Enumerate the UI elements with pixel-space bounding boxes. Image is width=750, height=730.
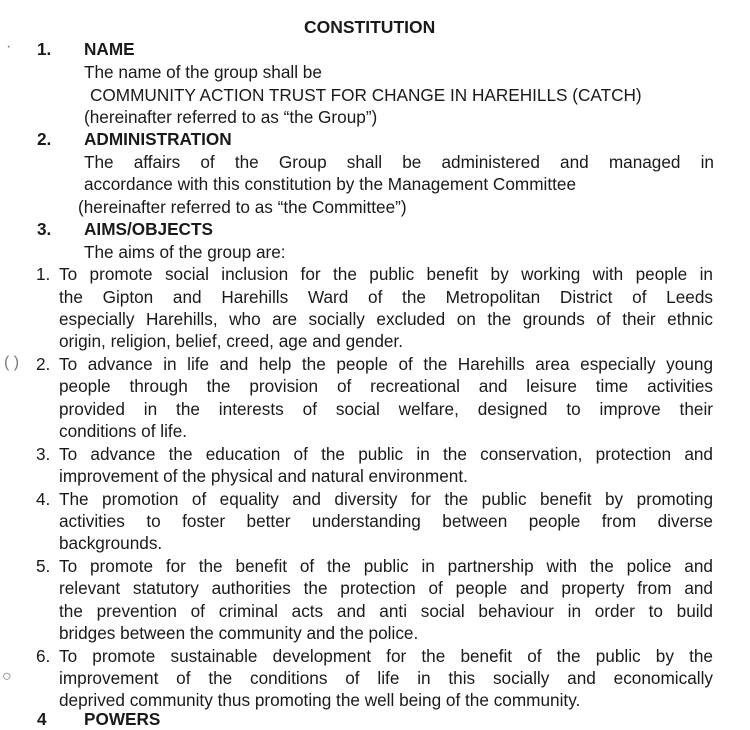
aim-line: origin, religion, belief, creed, age and gender. (59, 331, 403, 351)
section-2-line: The affairs of the Group shall be administered and managed in (84, 152, 714, 172)
aim-line: To promote social inclusion for the public benefit by working with people in (59, 264, 713, 284)
aim-line: To promote for the benefit of the public in partnership with the police and (59, 556, 713, 576)
aim-line: conditions of life. (59, 421, 188, 441)
aim-number: 6. (36, 646, 51, 666)
punch-hole-mark: ○ (2, 668, 12, 685)
section-2-heading: ADMINISTRATION (84, 129, 232, 149)
aim-line: improvement of the physical and natural environment. (59, 466, 468, 486)
aim-line: bridges between the community and the police. (59, 623, 419, 643)
section-1-line: COMMUNITY ACTION TRUST FOR CHANGE IN HAREHILLS (CATCH) (90, 85, 642, 105)
aim-number: 4. (36, 489, 51, 509)
aim-line: the Gipton and Harehills Ward of the Metropolitan District of Leeds (59, 287, 713, 307)
aim-line: deprived community thus promoting the well being of the community. (59, 690, 581, 710)
aim-line: To advance the education of the public in the conservation, protection and (59, 444, 713, 464)
aim-number: 3. (36, 444, 51, 464)
section-4-heading: POWERS (84, 709, 161, 729)
section-1-line: The name of the group shall be (84, 62, 322, 82)
aim-line: activities to foster better understanding between people from diverse (59, 511, 713, 531)
aim-number: 1. (36, 264, 51, 284)
aim-line: To advance in life and help the people of the Harehills area especially young (59, 354, 713, 374)
aim-line: provided in the interests of social welfare, designed to improve their (59, 399, 713, 419)
section-1-line: (hereinafter referred to as “the Group”) (84, 107, 378, 127)
section-4-cut-off (0, 708, 750, 729)
section-1-heading: NAME (84, 39, 135, 59)
aim-line: backgrounds. (59, 533, 163, 553)
document-title: CONSTITUTION (304, 17, 436, 37)
punch-hole-mark: ( ) (4, 354, 20, 371)
aim-line: people through the provision of recreational and leisure time activities (59, 376, 713, 396)
aim-line: especially Harehills, who are socially excluded on the grounds of their ethnic (59, 309, 713, 329)
punch-hole-mark-top: · (6, 38, 12, 55)
aim-line: the prevention of criminal acts and anti social behaviour in order to build (59, 601, 713, 621)
aim-line: The promotion of equality and diversity for the public benefit by promoting (59, 489, 713, 509)
section-2-number: 2. (37, 129, 52, 149)
aim-number: 5. (36, 556, 51, 576)
section-3-heading: AIMS/OBJECTS (84, 219, 213, 239)
aim-line: To promote sustainable development for the benefit of the public by the (59, 646, 713, 666)
section-2-line: accordance with this constitution by the Management Committee (84, 174, 577, 194)
section-4-number: 4 (37, 709, 47, 729)
aim-number: 2. (36, 354, 51, 374)
aim-line: improvement of the conditions of life in this socially and economically (59, 668, 713, 688)
section-3-number: 3. (37, 219, 52, 239)
aim-line: relevant statutory authorities the protection of people and property from and (59, 578, 713, 598)
section-2-line: (hereinafter referred to as “the Committee”) (78, 197, 407, 217)
section-1-number: 1. (37, 39, 52, 59)
section-3-intro: The aims of the group are: (84, 242, 286, 262)
